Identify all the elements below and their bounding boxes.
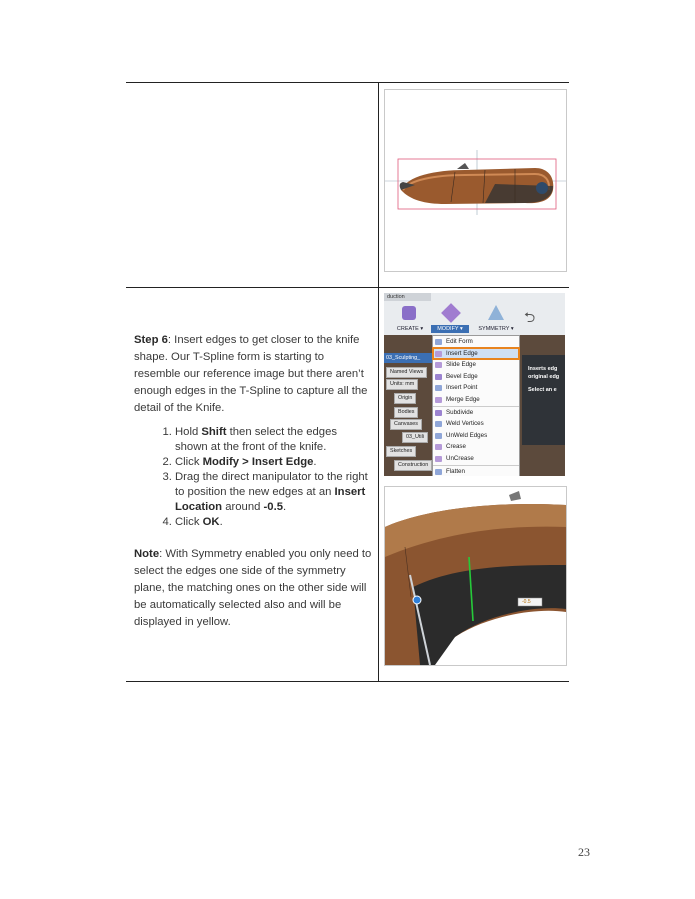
menu-item-uncrease[interactable]: UnCrease	[433, 453, 519, 465]
menu-item-slide-edge[interactable]: Slide Edge	[433, 359, 519, 371]
menu-item-merge-edge[interactable]: Merge Edge	[433, 394, 519, 406]
menu-item-crease[interactable]: Crease	[433, 441, 519, 453]
knife-bounding-box-image	[384, 89, 567, 272]
tab-label: duction	[384, 293, 431, 301]
browser-canvases[interactable]: Canvases	[390, 419, 422, 430]
list-item: 1. Hold Shift then select the edges shown at the front of the knife.	[175, 425, 372, 455]
note-text: : With Symmetry enabled you only need to select the edges one side of the symmetry plane, the matching ones on the other side will be automatically selected also and will be displayed in yellow.	[134, 548, 372, 628]
create-icon[interactable]	[402, 306, 416, 320]
browser-file[interactable]: 03_Sculpting_	[384, 353, 434, 363]
browser-construction[interactable]: Construction	[394, 460, 432, 471]
menu-item-weld-vertices[interactable]: Weld Vertices	[433, 418, 519, 430]
table-column-divider	[378, 82, 379, 682]
note-label: Note	[134, 548, 160, 560]
step-intro	[134, 332, 372, 417]
step-text: : Insert edges to get closer to the knife shape. Our T-Spline form is starting to resemble our reference image but there aren’t enough edges in the T-Spline to capture all the detail of the Knife.	[134, 334, 368, 414]
menu-item-bevel-edge[interactable]: Bevel Edge	[433, 371, 519, 383]
menu-item-subdivide[interactable]: Subdivide	[433, 406, 519, 419]
list-item: 3. Drag the direct manipulator to the right to position the new edges at an Insert Location around -0.5.	[175, 470, 372, 515]
browser-utility[interactable]: 03_Utili	[402, 432, 428, 443]
browser-units[interactable]: Units: mm	[386, 379, 418, 390]
browser-named-views[interactable]: Named Views	[386, 367, 427, 378]
undo-arrow-icon[interactable]: ⮌	[524, 309, 536, 325]
step-list	[134, 425, 372, 530]
symmetry-icon[interactable]	[488, 305, 504, 320]
modify-dropdown	[432, 335, 520, 476]
menu-item-unweld-edges[interactable]: UnWeld Edges	[433, 430, 519, 442]
table-top-rule	[126, 82, 569, 83]
tooltip-title: Inserts edg original edg	[528, 366, 560, 380]
step-6-instructions	[134, 332, 372, 631]
tooltip-body: Select an e	[528, 387, 557, 393]
menu-item-edit-form[interactable]: Edit Form	[433, 336, 519, 348]
browser-origin[interactable]: Origin	[394, 393, 416, 404]
list-item: 2. Click Modify > Insert Edge.	[175, 455, 372, 470]
note-paragraph	[134, 546, 372, 631]
browser-sketches[interactable]: Sketches	[386, 446, 416, 457]
insert-location-value[interactable]: -0.5	[522, 599, 531, 605]
tooltip-panel	[522, 355, 565, 445]
menu-item-insert-edge[interactable]: Insert Edge	[433, 348, 519, 360]
list-item: 4. Click OK.	[175, 515, 372, 530]
browser-bodies[interactable]: Bodies	[394, 407, 418, 418]
modify-menu-screenshot	[384, 293, 565, 476]
step-label: Step 6	[134, 334, 168, 346]
create-menu[interactable]: CREATE ▾	[396, 326, 424, 332]
insert-edge-manipulator-image	[384, 486, 567, 666]
table-bottom-rule	[126, 681, 569, 682]
menu-item-insert-point[interactable]: Insert Point	[433, 382, 519, 394]
table-middle-rule	[126, 287, 569, 288]
menu-item-flatten[interactable]: Flatten	[433, 465, 519, 476]
symmetry-menu[interactable]: SYMMETRY ▾	[478, 326, 514, 332]
modify-menu[interactable]: MODIFY ▾	[431, 325, 469, 333]
page-number: 23	[578, 845, 590, 859]
